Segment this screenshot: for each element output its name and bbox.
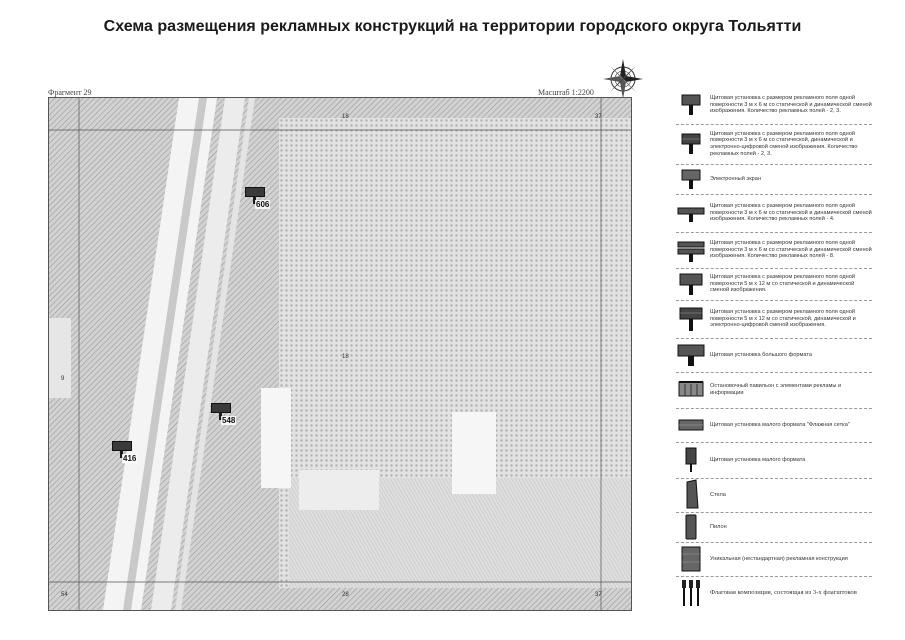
- legend-item: [676, 338, 872, 373]
- billboard-3x6-eight-icon: [676, 232, 706, 268]
- sheet-number-top-right: 37: [595, 114, 602, 120]
- legend-item: [676, 372, 872, 409]
- sheet-number-bottom-right: 37: [595, 592, 602, 598]
- billboard-3x6-four-icon: [676, 194, 706, 232]
- legend-text: Флаговая композиция, состоящая из 3-х флагштоков: [710, 589, 857, 596]
- legend: [676, 86, 872, 610]
- legend-item: [676, 300, 872, 339]
- legend-text: Щитовая установка малого формата "Флажная сетка": [710, 421, 850, 428]
- stele-icon: [676, 478, 706, 512]
- legend-item: [676, 268, 872, 301]
- legend-item: [676, 512, 872, 543]
- legend-item: [676, 542, 872, 577]
- legend-text: Щитовая установка с размером рекламного поля одной поверхности 3 м х 6 м со статической и динамической сменой изображения. Количество рекламных полей - 2, 3.: [710, 95, 872, 115]
- sheet-number-top-center: 18: [342, 114, 349, 120]
- legend-text: Щитовая установка большого формата: [710, 351, 812, 358]
- legend-item: [676, 124, 872, 165]
- legend-text: Уникальная (нестандартная) рекламная конструкция: [710, 555, 848, 562]
- pavilion-icon: [676, 372, 706, 408]
- page-title: Схема размещения рекламных конструкций на территории городского округа Тольятти: [103, 18, 802, 35]
- small-format-icon: [676, 442, 706, 478]
- legend-item: [676, 576, 872, 610]
- billboard-3x6-static-icon: [676, 86, 706, 124]
- large-format-icon: [676, 338, 706, 372]
- electronic-screen-icon: [676, 164, 706, 194]
- legend-text: Щитовая установка с размером рекламного поля одной поверхности 3 м х 6 м со статической и динамической сменой изображения. Количество рекламных полей - 4.: [710, 203, 872, 223]
- small-format-banner-icon: [676, 408, 706, 442]
- billboard-number: 416: [123, 454, 137, 463]
- legend-text: Электронный экран: [710, 175, 761, 182]
- legend-text: Стела: [710, 491, 726, 498]
- map-fragment[interactable]: [48, 97, 632, 611]
- legend-text: Пилон: [710, 523, 727, 530]
- billboard-3x6-digital-icon: [676, 124, 706, 164]
- scale-label: Масштаб 1:2200: [538, 88, 594, 97]
- legend-text: Щитовая установка с размером рекламного поля одной поверхности 5 м х 12 м со статической, динамической и электронно-цифровой сменой изображения.: [710, 309, 856, 329]
- billboard-5x12-static-icon: [676, 268, 706, 300]
- legend-item: [676, 194, 872, 233]
- legend-text: Щитовая установка с размером рекламного поля одной поверхности 3 м х 6 м со статической, динамической и электронно-цифровой сменой изображения. Количество рекламных полей - 2, 3.: [710, 130, 858, 157]
- legend-item: [676, 164, 872, 195]
- fragment-label: Фрагмент 29: [48, 88, 92, 97]
- legend-item: [676, 408, 872, 443]
- sheet-number-center: 18: [342, 354, 349, 360]
- legend-item: [676, 442, 872, 479]
- sheet-number-bottom-center: 28: [342, 592, 349, 598]
- pylon-icon: [676, 512, 706, 542]
- map-background: [49, 98, 631, 610]
- flag-composition-icon: [676, 576, 706, 610]
- legend-text: Щитовая установка с размером рекламного поля одной поверхности 5 м х 12 м со статической и динамической сменой изображения.: [710, 274, 855, 294]
- unique-construction-icon: [676, 542, 706, 576]
- legend-item: [676, 86, 872, 125]
- sheet-number-left-mid: 9: [61, 376, 65, 382]
- compass-rose-icon: [602, 58, 644, 100]
- legend-item: [676, 232, 872, 269]
- billboard-number: 548: [222, 416, 236, 425]
- legend-text: Щитовая установка малого формата: [710, 456, 806, 463]
- legend-text: Щитовая установка с размером рекламного поля одной поверхности 3 м х 6 м со статической и динамической сменой изображения. Количество рекламных полей - 8.: [710, 240, 872, 260]
- billboard-number: 606: [256, 200, 270, 209]
- sheet-number-bottom-left: 54: [61, 592, 68, 598]
- legend-item: [676, 478, 872, 513]
- legend-text: Остановочный павильон с элементами рекламы и информации: [710, 383, 842, 396]
- billboard-5x12-digital-icon: [676, 300, 706, 338]
